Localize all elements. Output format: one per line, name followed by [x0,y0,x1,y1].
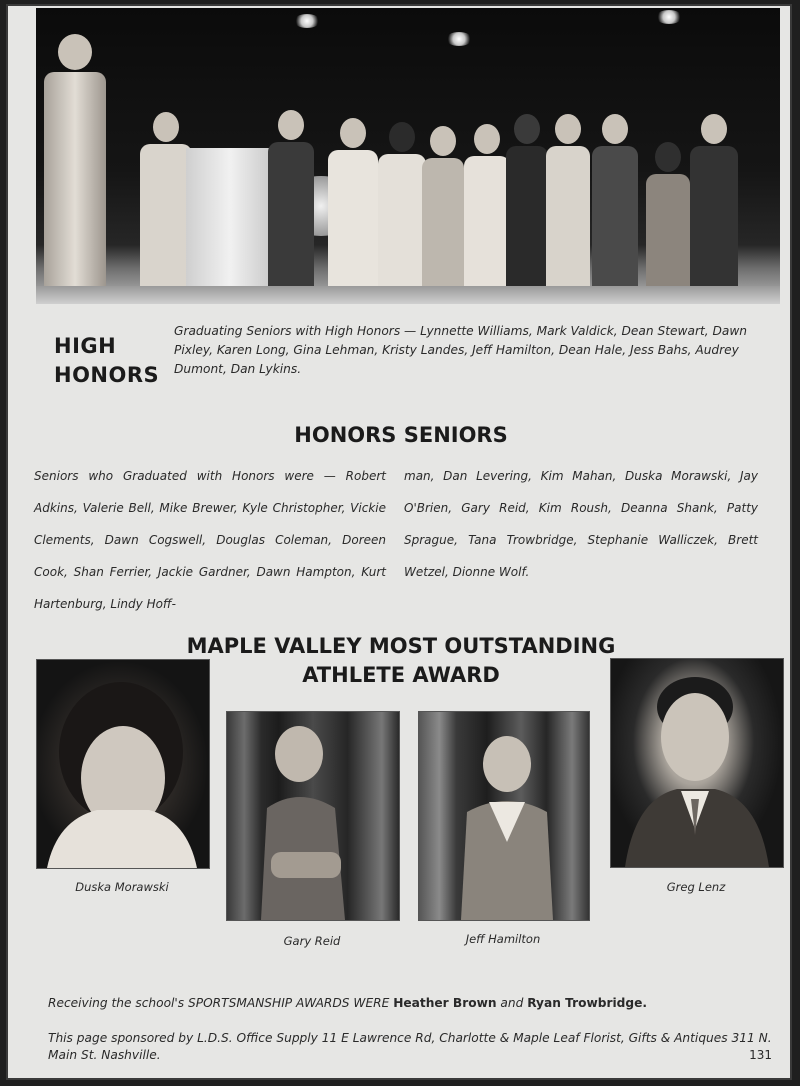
student-figure [140,112,192,292]
portrait-silhouette [227,712,399,920]
caption-greg-lenz: Greg Lenz [666,880,726,894]
student-figure [646,142,690,292]
podium [186,148,274,298]
portrait-silhouette [37,660,209,868]
stage-floor [36,286,780,304]
caption-duska-morawski: Duska Morawski [75,880,169,894]
caption-jeff-hamilton: Jeff Hamilton [465,932,541,946]
portrait-jeff-hamilton [418,711,590,921]
honors-seniors-text-right: man, Dan Levering, Kim Mahan, Duska Morawski, Jay O'Brien, Gary Reid, Kim Roush, Deanna Shank, Patty Sprague, Tana Trowbridge, Stephanie Walliczek, Brett Wetzel, Dionne Wolf. [404,469,758,579]
student-figure [546,114,590,292]
portrait-silhouette [611,659,783,867]
student-figure [506,114,548,292]
student-figure [378,122,426,292]
honors-seniors-text-left: Seniors who Graduated with Honors were — Robert Adkins, Valerie Bell, Mike Brewer, Kyle Christopher, Vickie Clements, Dawn Cogswell, Douglas Coleman, Doreen Cook, Shan Ferrier, Jackie Gardner, Dawn Hampton, Kurt Hartenburg, Lindy Hoff- [34,469,386,611]
caption-gary-reid: Gary Reid [283,934,341,948]
student-figure [422,126,464,292]
stage-light [294,14,320,28]
stage-light [446,32,472,46]
student-figure [592,114,638,292]
sponsor-line: This page sponsored by L.D.S. Office Supply 11 E Lawrence Rd, Charlotte & Maple Leaf Florist, Gifts & Antiques 311 N. Main St. Nashville. [48,1031,772,1062]
high-honors-caption: Graduating Seniors with High Honors — Lynnette Williams, Mark Valdick, Dean Stewart, Dawn Pixley, Karen Long, Gina Lehman, Kristy Landes, Jeff Hamilton, Dean Hale, Jess Bahs, Audrey Dumont, Dan Lykins. [174,324,748,376]
portrait-gary-reid [226,711,400,921]
presenter-figure [44,34,106,292]
page-number: 131 [749,1048,772,1062]
high-honors-stage-photo [36,8,780,304]
portrait-duska-morawski [36,659,210,869]
portrait-silhouette [419,712,589,920]
student-figure [268,110,314,292]
athlete-award-title: MAPLE VALLEY MOST OUTSTANDING ATHLETE AWARD [186,634,616,687]
student-figure [464,124,510,292]
student-figure [690,114,738,292]
honors-seniors-title: HONORS SENIORS [294,423,508,447]
sportsmanship-line: Receiving the school's SPORTSMANSHIP AWARDS WERE Heather Brown and Ryan Trowbridge. [48,996,647,1010]
yearbook-page [6,4,792,1080]
portrait-greg-lenz [610,658,784,868]
high-honors-title: HIGH HONORS [54,334,160,387]
student-figure [328,118,378,292]
stage-light [656,10,682,24]
